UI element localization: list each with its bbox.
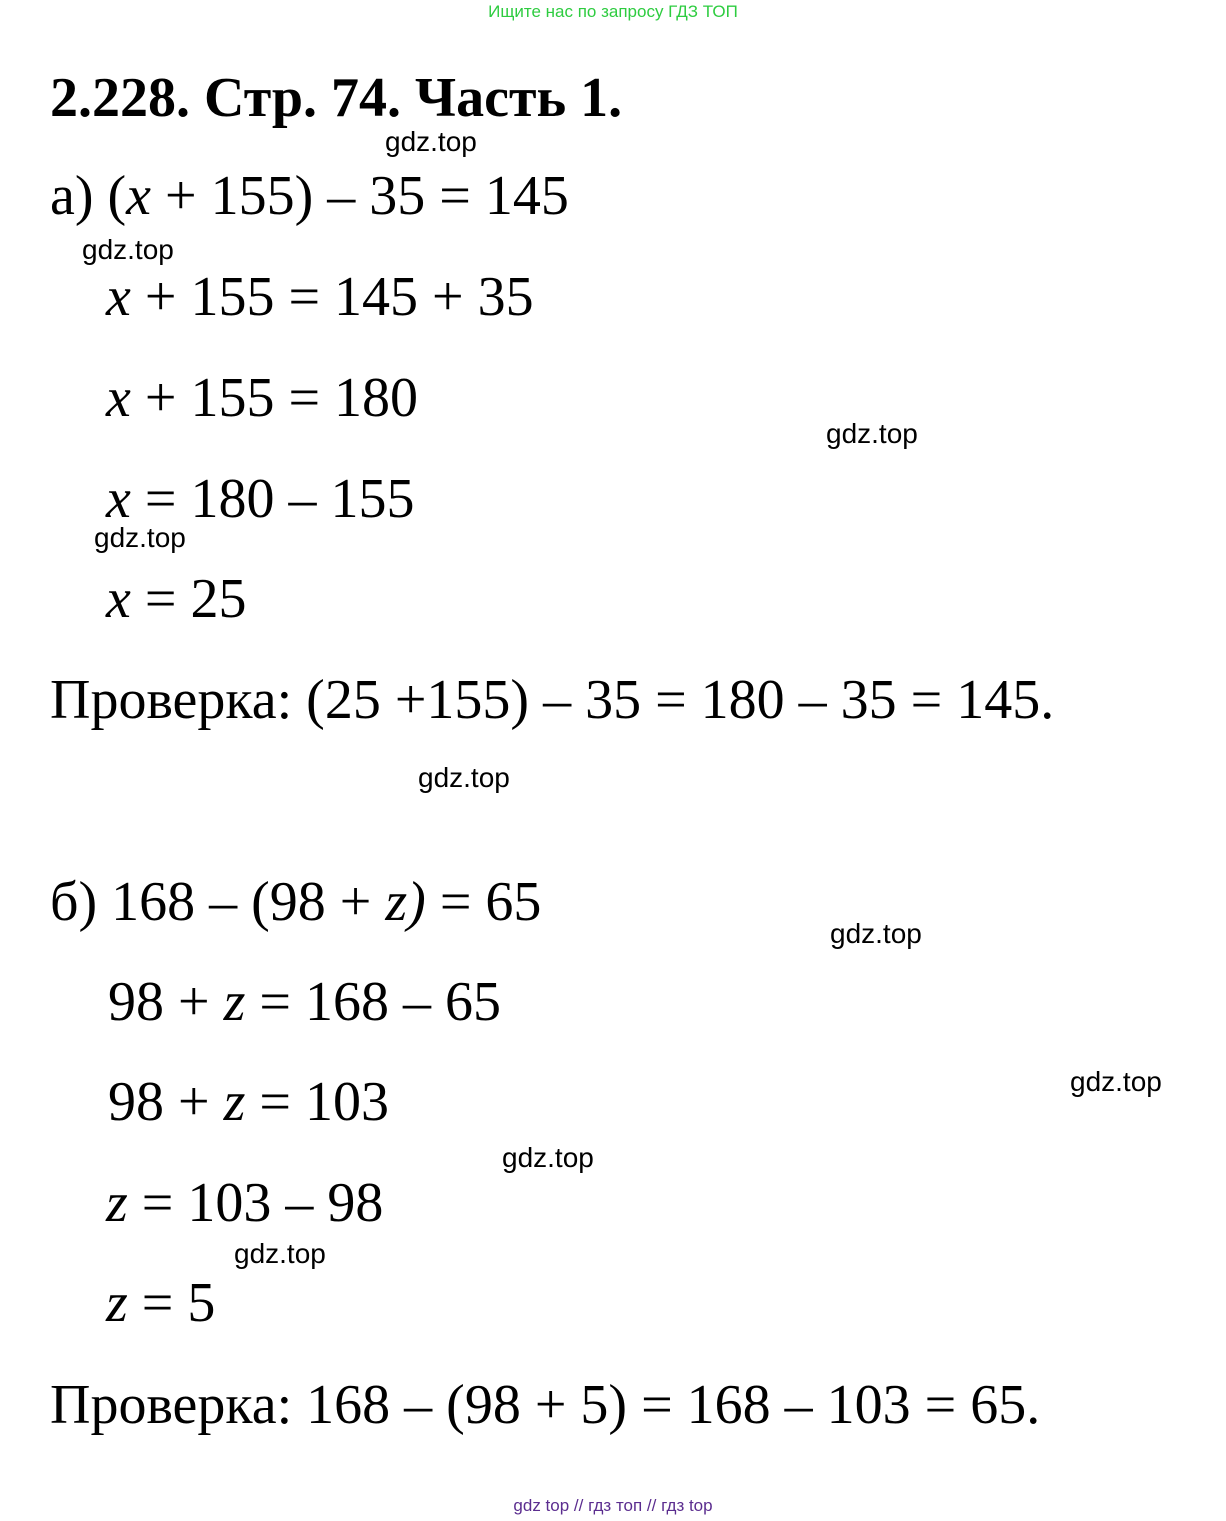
part-b-step-3 (106, 1171, 383, 1235)
step-var: z (106, 1172, 128, 1234)
step-rest: + 155 = 180 (130, 367, 419, 429)
part-b-step-4 (106, 1271, 215, 1335)
part-a-equation (50, 164, 569, 228)
step-var: z (106, 1272, 128, 1334)
part-a-step-4 (106, 567, 246, 631)
step-var: x (106, 367, 131, 429)
part-b-check: Проверка: 168 – (98 + 5) = 168 – 103 = 65. (50, 1374, 1041, 1436)
watermark: gdz.top (1070, 1066, 1162, 1097)
step-var: x (106, 468, 131, 530)
step-rest: = 103 (245, 1071, 389, 1133)
step-rest: = 103 – 98 (127, 1172, 384, 1234)
part-a-check: Проверка: (25 +155) – 35 = 180 – 35 = 145. (50, 669, 1055, 731)
part-b-step-1 (108, 970, 501, 1034)
step-var: z (223, 971, 246, 1033)
step-rest: = 25 (130, 568, 247, 630)
watermark: gdz.top (94, 522, 186, 553)
watermark: gdz.top (234, 1238, 326, 1269)
footer[interactable]: gdz top // гдз топ // гдз top (513, 1496, 713, 1515)
step-var: x (106, 568, 131, 630)
watermark: gdz.top (502, 1142, 594, 1173)
part-b-equation-var: z) (385, 871, 426, 933)
step-rest: = 5 (127, 1272, 216, 1334)
part-b-equation (50, 870, 541, 934)
step-var: z (223, 1071, 246, 1133)
page-title: 2.228. Стр. 74. Часть 1. (50, 67, 623, 129)
watermark: gdz.top (826, 418, 918, 449)
step-rest: = 168 – 65 (245, 971, 501, 1033)
part-a-step-1 (106, 265, 534, 329)
step-rest: + 155 = 145 + 35 (130, 266, 534, 328)
part-b-step-2 (108, 1070, 389, 1134)
top-banner[interactable]: Ищите нас по запросу ГДЗ ТОП (488, 2, 738, 21)
step-prefix: 98 + (108, 1071, 224, 1133)
part-a-equation-prefix: а) ( (50, 165, 127, 227)
watermark: gdz.top (385, 126, 477, 157)
step-prefix: 98 + (108, 971, 224, 1033)
part-a-step-2 (106, 366, 418, 430)
part-a-equation-rest: + 155) – 35 = 145 (151, 165, 569, 227)
part-b-equation-rest: = 65 (425, 871, 542, 933)
watermark: gdz.top (82, 234, 174, 265)
part-a-equation-var: x (126, 165, 152, 227)
step-var: x (106, 266, 131, 328)
part-b-equation-prefix: б) 168 – (98 + (50, 871, 386, 933)
step-rest: = 180 – 155 (130, 468, 415, 530)
watermark: gdz.top (830, 918, 922, 949)
watermark: gdz.top (418, 762, 510, 793)
